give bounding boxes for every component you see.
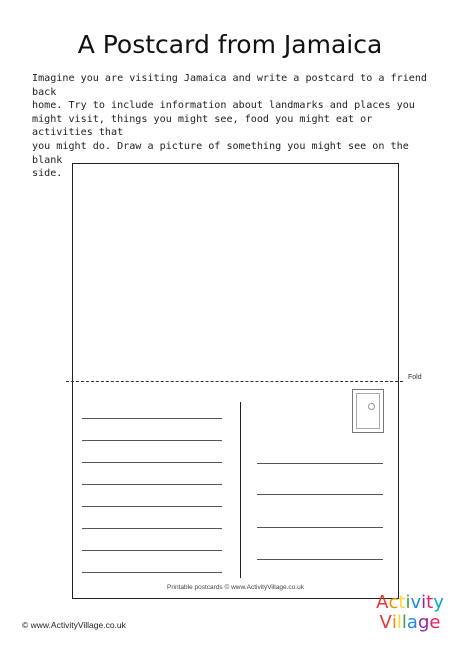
address-line: [257, 463, 383, 464]
logo-letter: t: [398, 592, 406, 613]
stamp-detail: [368, 403, 375, 410]
logo-letter: a: [406, 612, 418, 633]
message-line: [82, 506, 222, 507]
address-line: [257, 494, 383, 495]
logo-letter: v: [410, 592, 422, 613]
logo-letter: e: [429, 612, 441, 633]
stamp-icon: [352, 389, 384, 433]
fold-line: [66, 381, 403, 382]
logo-letter: l: [396, 612, 402, 633]
fold-label: Fold: [408, 374, 422, 381]
message-line: [82, 528, 222, 529]
copyright-text: © www.ActivityVillage.co.uk: [22, 620, 126, 630]
logo-letter: V: [379, 612, 392, 633]
page-title: A Postcard from Jamaica: [77, 30, 383, 59]
logo-letter: g: [417, 612, 430, 633]
postcard-footer-text: Printable postcards © www.ActivityVillage.co.uk: [167, 584, 304, 591]
address-line: [257, 559, 383, 560]
logo-letter: A: [376, 592, 389, 613]
stamp-inner-border: [356, 393, 380, 429]
logo-word-village: [372, 614, 448, 632]
address-line: [257, 527, 383, 528]
message-line: [82, 550, 222, 551]
message-line: [82, 462, 222, 463]
logo-word-activity: [372, 594, 448, 612]
message-line: [82, 440, 222, 441]
activity-village-logo: [372, 592, 448, 642]
message-line: [82, 572, 222, 573]
logo-letter: c: [388, 592, 399, 613]
logo-letter: l: [401, 612, 407, 633]
message-line: [82, 484, 222, 485]
address-divider: [240, 402, 241, 578]
instructions-text: Imagine you are visiting Jamaica and write a postcard to a friend back home. Try to include information about landmarks and places you might visit, things you might see, food you might eat or activities that you might do. Draw a picture of something you might see on the blank side.: [32, 73, 428, 180]
logo-letter: t: [426, 592, 434, 613]
logo-letter: i: [421, 592, 427, 613]
message-line: [82, 418, 222, 419]
logo-letter: y: [433, 592, 444, 613]
logo-letter: i: [391, 612, 397, 633]
logo-letter: i: [405, 592, 411, 613]
